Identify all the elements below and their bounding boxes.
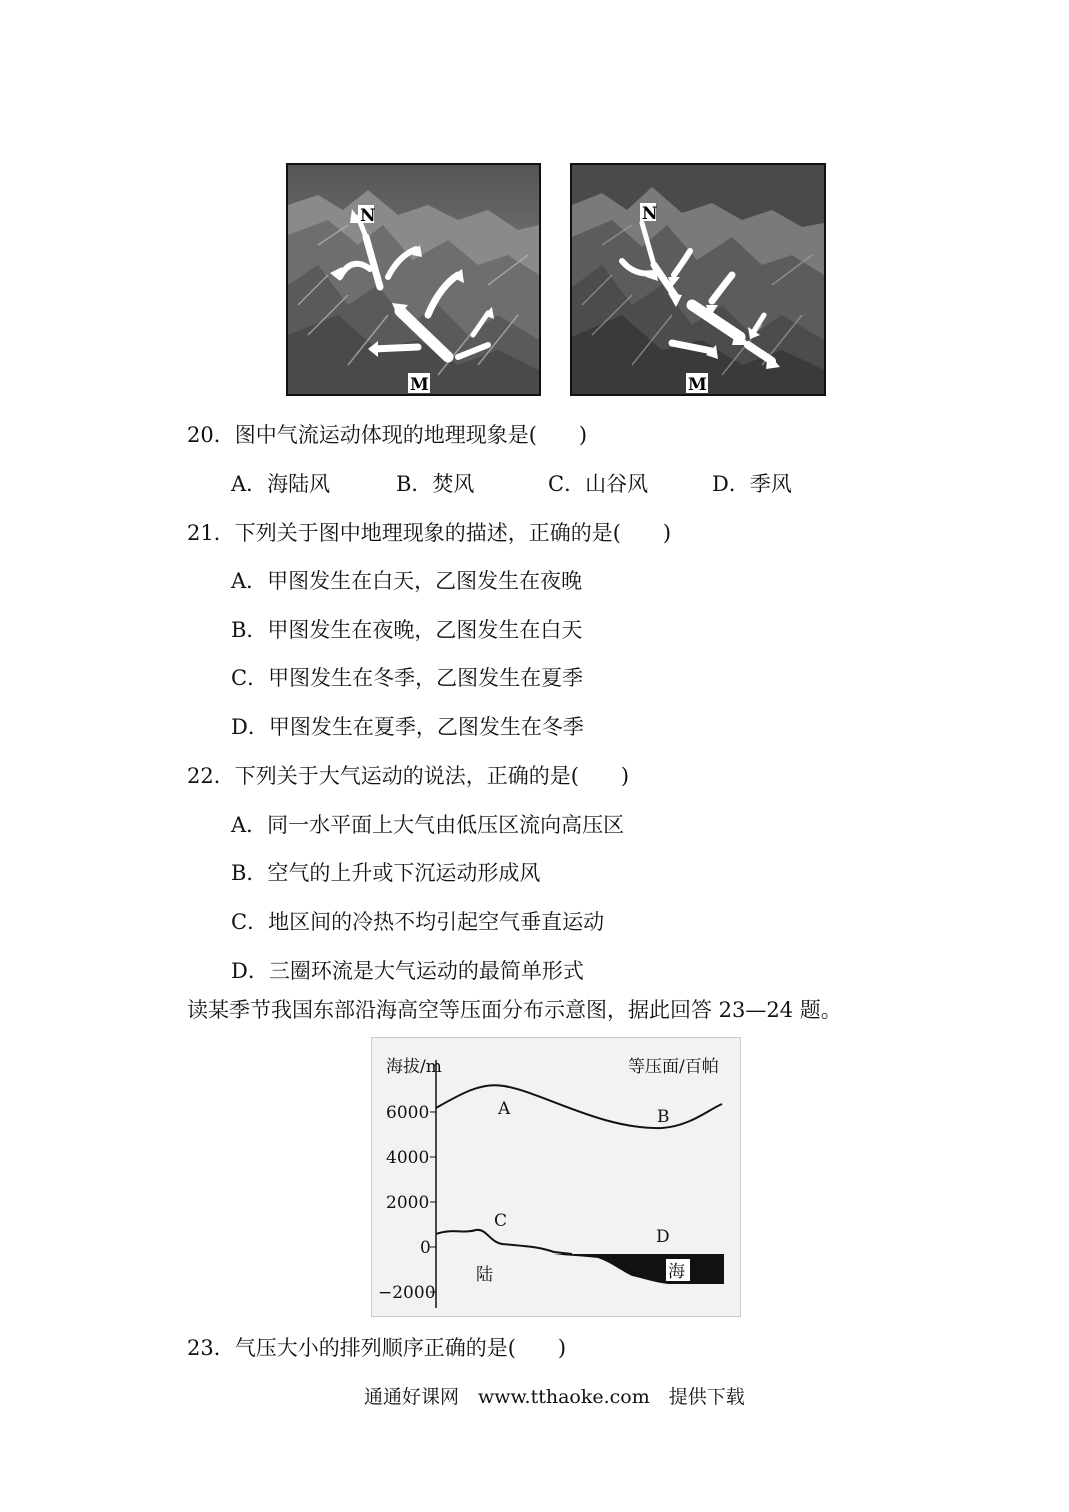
y-axis-label: 海拔/m: [386, 1057, 442, 1077]
point-a-label: A: [498, 1099, 511, 1119]
question-21-stem: 21．下列关于图中地理现象的描述，正确的是( ): [187, 521, 672, 545]
land-label: 陆: [476, 1265, 493, 1285]
question-23-stem: 23．气压大小的排列顺序正确的是( ): [187, 1336, 567, 1360]
q21-option-d: D．甲图发生在夏季，乙图发生在冬季: [231, 715, 584, 739]
q21-option-a: A．甲图发生在白天，乙图发生在夜晚: [231, 569, 583, 593]
isobar-chart: [371, 1037, 741, 1317]
land-surface-line: [436, 1230, 572, 1254]
q22-option-c: C．地区间的冷热不均引起空气垂直运动: [231, 910, 605, 934]
footer-text: 通通好课网 www.tthaoke.com 提供下载: [364, 1386, 745, 1408]
point-d-label: D: [656, 1227, 670, 1247]
tick-4000: 4000: [386, 1148, 430, 1168]
mountain-photo-right: [570, 163, 826, 396]
reading-prompt: 读某季节我国东部沿海高空等压面分布示意图，据此回答 23—24 题。: [187, 998, 842, 1022]
sea-area: [554, 1254, 724, 1284]
q21-option-c: C．甲图发生在冬季，乙图发生在夏季: [231, 666, 584, 690]
isobaric-surface-line: [436, 1085, 722, 1128]
q20-option-c: C．山谷风: [548, 472, 649, 496]
label-n-left: N: [360, 206, 376, 226]
q22-option-a: A．同一水平面上大气由低压区流向高压区: [231, 813, 625, 837]
q20-option-b: B．焚风: [396, 472, 475, 496]
point-c-label: C: [494, 1211, 508, 1231]
mountain-photo-left: [286, 163, 541, 396]
y-ticks: [430, 1112, 436, 1292]
q22-option-b: B．空气的上升或下沉运动形成风: [231, 861, 541, 885]
label-m-left: M: [410, 375, 429, 394]
question-22-stem: 22．下列关于大气运动的说法，正确的是( ): [187, 764, 630, 788]
sea-label: 海: [668, 1262, 685, 1282]
point-b-label: B: [657, 1107, 670, 1127]
q20-option-d: D．季风: [712, 472, 792, 496]
mountain-illustration-left: [288, 165, 539, 394]
q20-option-a: A．海陆风: [231, 472, 331, 496]
label-m-right: M: [688, 375, 707, 394]
tick-neg2000: −2000: [378, 1283, 436, 1303]
tick-0: 0: [420, 1238, 431, 1258]
q22-option-d: D．三圈环流是大气运动的最简单形式: [231, 959, 584, 983]
series-label: 等压面/百帕: [628, 1057, 719, 1077]
label-n-right: N: [642, 204, 658, 224]
q21-option-b: B．甲图发生在夜晚，乙图发生在白天: [231, 618, 583, 642]
mountain-illustration-right: [572, 165, 824, 394]
tick-2000: 2000: [386, 1193, 430, 1213]
tick-6000: 6000: [386, 1103, 430, 1123]
question-20-stem: 20．图中气流运动体现的地理现象是( ): [187, 423, 588, 447]
